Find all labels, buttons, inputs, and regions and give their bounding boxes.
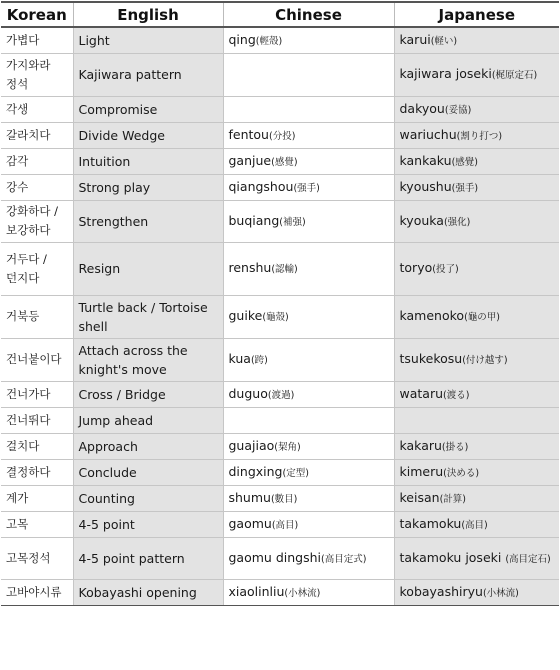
cell-korean: 각생: [1, 96, 73, 122]
table-row: [1, 295, 559, 338]
table-row: [1, 174, 559, 200]
hanja-gloss: (割り打つ): [456, 130, 503, 142]
cell-english: Attach across the knight's move: [73, 338, 223, 381]
table-row: [1, 381, 559, 407]
cell-japanese: kimeru(決める): [394, 459, 559, 485]
header-chinese: Chinese: [223, 2, 394, 27]
cell-english: Kajiwara pattern: [73, 53, 223, 96]
cell-english: Approach: [73, 433, 223, 459]
hanja-gloss: (輕殼): [255, 35, 283, 47]
cell-english: Strong play: [73, 174, 223, 200]
glossary-body: [1, 27, 559, 605]
cell-korean: 가볍다: [1, 27, 73, 53]
hanja-gloss: (付け越す): [462, 355, 508, 366]
cell-japanese: wariuchu(割り打つ): [394, 122, 559, 148]
cell-korean: 거북등: [1, 295, 73, 338]
cell-japanese: kyouka(强化): [394, 200, 559, 242]
table-row: [1, 338, 559, 381]
cell-korean: 건너가다: [1, 381, 73, 407]
cell-chinese: guajiao(栔角): [223, 433, 394, 459]
table-row: [1, 148, 559, 174]
hanja-gloss: (栔角): [274, 441, 301, 453]
cell-chinese: [223, 407, 394, 433]
hanja-gloss: (數目): [270, 493, 298, 505]
cell-english: 4-5 point: [73, 511, 223, 537]
hanja-gloss: (龜殼): [262, 312, 289, 323]
cell-japanese: kankaku(感覺): [394, 148, 559, 174]
hanja-gloss: (高目): [461, 519, 488, 531]
cell-chinese: guike(龜殼): [223, 295, 394, 338]
cell-chinese: [223, 96, 394, 122]
hanja-gloss: (高目定石): [505, 553, 551, 565]
table-row: [1, 242, 559, 295]
cell-english: Conclude: [73, 459, 223, 485]
cell-english: Kobayashi opening: [73, 579, 223, 605]
glossary-table: [1, 1, 559, 606]
cell-korean: 강화하다 / 보강하다: [1, 200, 73, 242]
hanja-gloss: (投了): [432, 264, 459, 275]
cell-chinese: qing(輕殼): [223, 27, 394, 53]
cell-korean: 거두다 / 던지다: [1, 242, 73, 295]
cell-english: Compromise: [73, 96, 223, 122]
cell-japanese: takamoku(高目): [394, 511, 559, 537]
header-japanese: Japanese: [394, 2, 559, 27]
table-row: [1, 579, 559, 605]
table-row: [1, 407, 559, 433]
cell-chinese: dingxing(定型): [223, 459, 394, 485]
hanja-gloss: (渡る): [443, 389, 470, 401]
table-row: [1, 27, 559, 53]
cell-japanese: kajiwara joseki(梶原定石): [394, 53, 559, 96]
cell-japanese: kamenoko(龜の甲): [394, 295, 559, 338]
hanja-gloss: (感覺): [271, 156, 298, 168]
cell-chinese: renshu(認輸): [223, 242, 394, 295]
cell-chinese: qiangshou(强手): [223, 174, 394, 200]
cell-korean: 감각: [1, 148, 73, 174]
cell-japanese: takamoku joseki (高目定石): [394, 537, 559, 579]
cell-japanese: [394, 407, 559, 433]
table-row: [1, 485, 559, 511]
cell-japanese: tsukekosu(付け越す): [394, 338, 559, 381]
cell-chinese: [223, 53, 394, 96]
hanja-gloss: (小林流): [284, 587, 321, 599]
glossary-page: [1, 1, 559, 668]
header-row: [1, 2, 559, 27]
hanja-gloss: (小林流): [482, 587, 519, 599]
hanja-gloss: (梶原定石): [491, 70, 538, 81]
table-row: [1, 200, 559, 242]
cell-korean: 걸치다: [1, 433, 73, 459]
hanja-gloss: (定型): [282, 467, 309, 479]
table-row: [1, 537, 559, 579]
hanja-gloss: (跨): [250, 355, 268, 366]
table-row: [1, 122, 559, 148]
hanja-gloss: (感覺): [451, 156, 478, 168]
cell-chinese: ganjue(感覺): [223, 148, 394, 174]
cell-english: Counting: [73, 485, 223, 511]
hanja-gloss: (計算): [439, 493, 466, 505]
cell-english: Intuition: [73, 148, 223, 174]
cell-chinese: kua(跨): [223, 338, 394, 381]
cell-chinese: gaomu dingshi(高目定式): [223, 537, 394, 579]
cell-chinese: buqiang(補强): [223, 200, 394, 242]
hanja-gloss: (龜の甲): [464, 312, 500, 323]
cell-korean: 건너뛰다: [1, 407, 73, 433]
cell-korean: 결정하다: [1, 459, 73, 485]
hanja-gloss: (高目): [271, 519, 299, 531]
hanja-gloss: (渡過): [267, 389, 295, 401]
header-korean: Korean: [1, 2, 73, 27]
table-row: [1, 53, 559, 96]
hanja-gloss: (分投): [269, 130, 296, 142]
cell-korean: 고목정석: [1, 537, 73, 579]
hanja-gloss: (强手): [451, 182, 479, 194]
cell-chinese: gaomu(高目): [223, 511, 394, 537]
hanja-gloss: (强化): [443, 216, 471, 228]
hanja-gloss: (補强): [279, 216, 306, 228]
cell-korean: 계가: [1, 485, 73, 511]
cell-chinese: duguo(渡過): [223, 381, 394, 407]
cell-japanese: keisan(計算): [394, 485, 559, 511]
table-row: [1, 433, 559, 459]
cell-japanese: toryo(投了): [394, 242, 559, 295]
hanja-gloss: (妥協): [444, 104, 472, 116]
cell-english: 4-5 point pattern: [73, 537, 223, 579]
table-row: [1, 511, 559, 537]
cell-japanese: kakaru(掛る): [394, 433, 559, 459]
table-row: [1, 459, 559, 485]
cell-japanese: kobayashiryu(小林流): [394, 579, 559, 605]
hanja-gloss: (强手): [293, 182, 320, 194]
cell-english: Divide Wedge: [73, 122, 223, 148]
cell-english: Light: [73, 27, 223, 53]
cell-japanese: karui(軽い): [394, 27, 559, 53]
cell-english: Resign: [73, 242, 223, 295]
cell-korean: 강수: [1, 174, 73, 200]
hanja-gloss: (掛る): [441, 441, 469, 453]
cell-english: Jump ahead: [73, 407, 223, 433]
hanja-gloss: (高目定式): [321, 553, 367, 565]
cell-english: Cross / Bridge: [73, 381, 223, 407]
cell-english: Turtle back / Tortoise shell: [73, 295, 223, 338]
cell-korean: 고바야시류: [1, 579, 73, 605]
table-row: [1, 96, 559, 122]
cell-japanese: dakyou(妥協): [394, 96, 559, 122]
cell-korean: 갈라치다: [1, 122, 73, 148]
hanja-gloss: (認輸): [271, 264, 298, 275]
cell-korean: 고목: [1, 511, 73, 537]
cell-japanese: wataru(渡る): [394, 381, 559, 407]
hanja-gloss: (軽い): [430, 35, 458, 47]
cell-korean: 건너붙이다: [1, 338, 73, 381]
cell-english: Strengthen: [73, 200, 223, 242]
header-english: English: [73, 2, 223, 27]
cell-japanese: kyoushu(强手): [394, 174, 559, 200]
cell-chinese: shumu(數目): [223, 485, 394, 511]
hanja-gloss: (決める): [443, 467, 480, 479]
cell-chinese: fentou(分投): [223, 122, 394, 148]
cell-chinese: xiaolinliu(小林流): [223, 579, 394, 605]
cell-korean: 가지와라 정석: [1, 53, 73, 96]
